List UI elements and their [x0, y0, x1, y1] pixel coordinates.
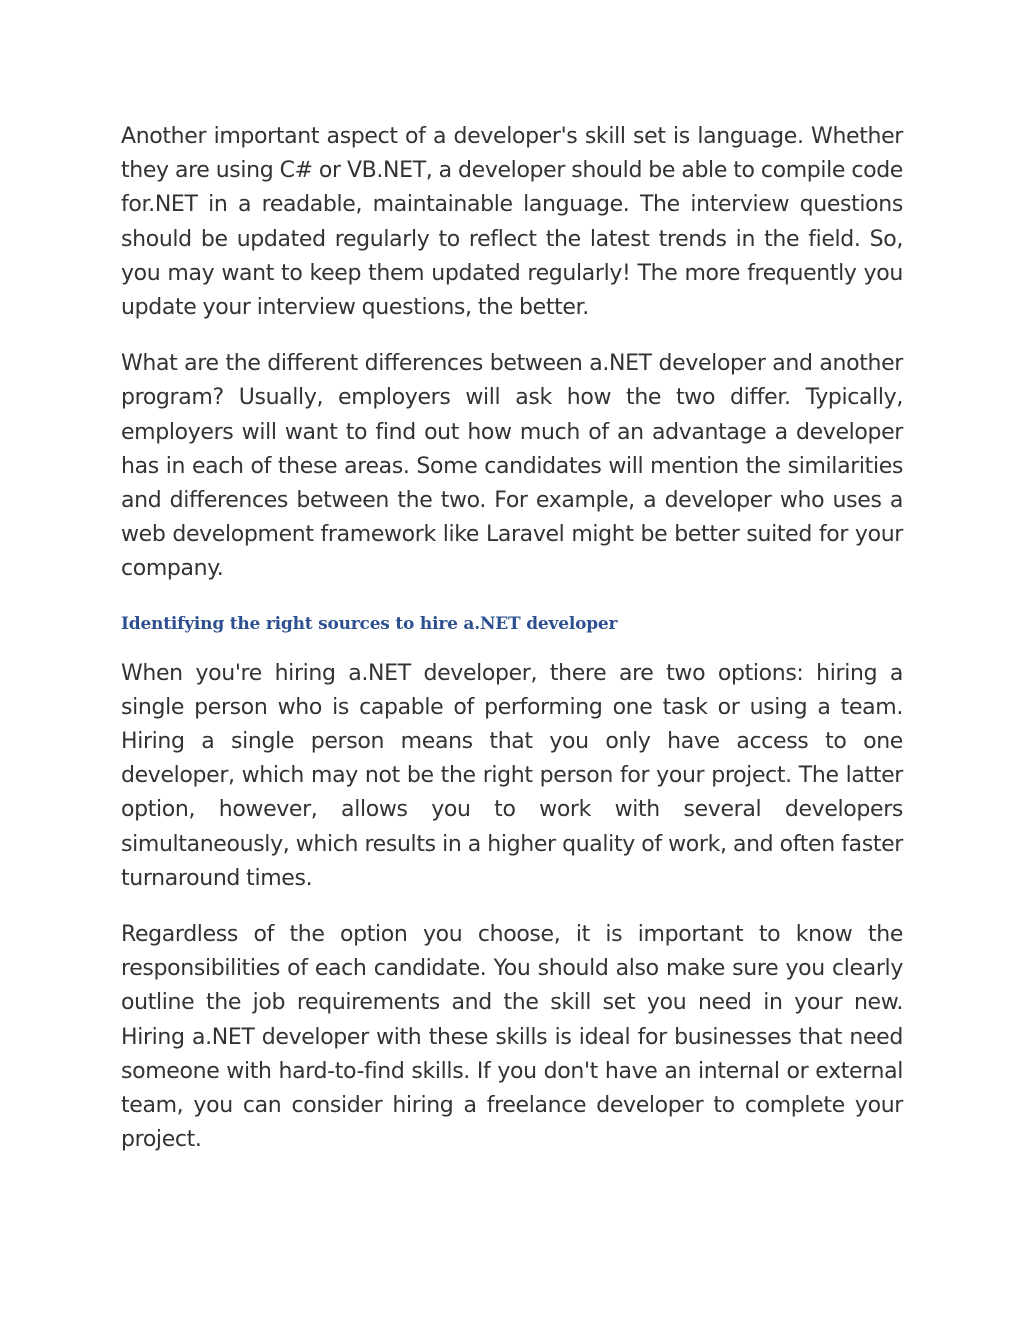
document-body — [121, 120, 903, 1179]
paragraph-language-skills: Another important aspect of a developer's skill set is language. Whether they are using C# or VB.NET, a developer should be able to compile code for.NET in a readable, maintainable language. The interview questions should be updated regularly to reflect the latest trends in the field. So, you may want to keep them updated regularly! The more frequently you update your interview questions, the better. — [121, 124, 903, 321]
section-heading: Identifying the right sources to hire a.NET developer — [121, 613, 618, 634]
paragraph-responsibilities: Regardless of the option you choose, it is important to know the responsibilities of each candidate. You should also make sure you clearly outline the job requirements and the skill set you need in your new. Hiring a.NET developer with these skills is ideal for businesses that need someone with hard-to-find skills. If you don't have an internal or external team, you can consider hiring a freelance developer to complete your project. — [121, 922, 903, 1153]
paragraph-hiring-options: When you're hiring a.NET developer, there are two options: hiring a single person who is capable of performing one task or using a team. Hiring a single person means that you only have access to one developer, which may not be the right person for your project. The latter option, however, allows you to work with several developers simultaneously, which results in a higher quality of work, and often faster turnaround times. — [121, 660, 903, 891]
paragraph-developer-differences: What are the different differences between a.NET developer and another program? Usually, employers will ask how the two differ. Typically, employers will want to find out how much of an advantage a developer has in each of these areas. Some candidates will mention the similarities and differences between the two. For example, a developer who uses a web development framework like Laravel might be better suited for your company. — [121, 351, 903, 582]
